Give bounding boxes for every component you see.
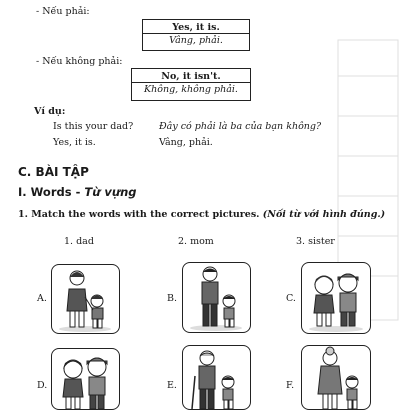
picture-e[interactable] <box>182 345 251 410</box>
answer-no-vi: Không, không phải. <box>132 82 250 95</box>
example-label: Ví dụ: <box>34 106 66 117</box>
picture-f-label: F. <box>286 380 295 391</box>
example-1-vi: Đây có phải là ba của bạn không? <box>159 121 322 132</box>
answer-yes-en: Yes, it is. <box>172 22 220 33</box>
picture-a[interactable] <box>51 264 120 334</box>
picture-c[interactable] <box>301 262 371 334</box>
picture-d-label: D. <box>37 380 48 391</box>
example-2-en: Yes, it is. <box>53 137 96 148</box>
subsection-title <box>18 185 137 199</box>
exercise-question-en: 1. Match the words with the correct pictures. <box>18 209 263 220</box>
word-sister[interactable]: 3. sister <box>296 236 335 247</box>
picture-a-label: A. <box>37 293 47 304</box>
picture-c-label: C. <box>286 293 296 304</box>
exercise-question-vi: (Nối từ với hình đúng.) <box>262 209 386 220</box>
answer-yes-box <box>142 19 250 51</box>
answer-no-en: No, it isn't. <box>161 71 221 82</box>
if-yes-label: - Nếu phải: <box>36 6 90 17</box>
example-1-en: Is this your dad? <box>53 121 134 132</box>
section-title: C. BÀI TẬP <box>18 165 89 179</box>
picture-f[interactable] <box>301 345 371 410</box>
word-mom[interactable]: 2. mom <box>178 236 214 247</box>
example-2-vi: Vâng, phải. <box>159 137 213 148</box>
picture-b[interactable] <box>182 262 251 333</box>
exercise-question <box>18 209 385 220</box>
picture-e-label: E. <box>167 380 177 391</box>
subsection-title-vi: Từ vựng <box>84 185 137 199</box>
subsection-title-en: I. Words - <box>18 185 85 199</box>
answer-yes-vi: Vâng, phải. <box>143 33 249 46</box>
if-no-label: - Nếu không phải: <box>36 56 123 67</box>
word-dad[interactable]: 1. dad <box>64 236 94 247</box>
picture-d[interactable] <box>51 348 120 410</box>
picture-b-label: B. <box>167 293 178 304</box>
answer-no-box <box>131 68 251 101</box>
